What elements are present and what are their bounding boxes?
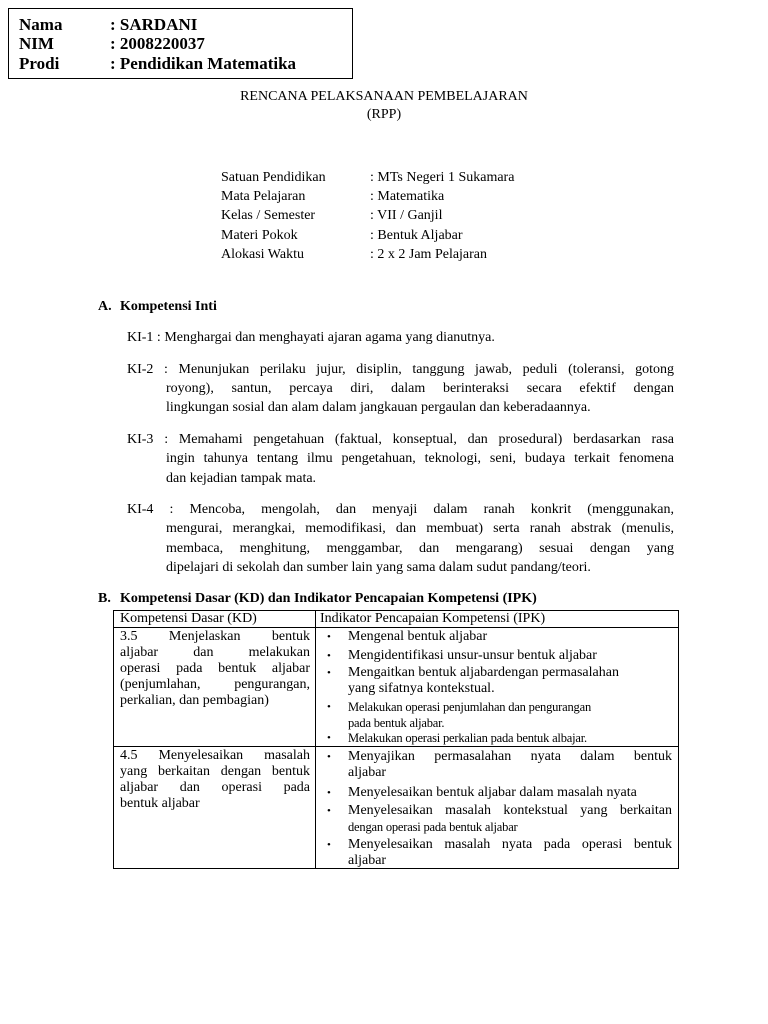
ipk-line: Melakukan operasi penjumlahan dan pengurangan [348,700,591,714]
ipk-line: Melakukan operasi perkalian pada bentuk albajar. [348,731,587,745]
ipk-line: pada bentuk aljabar. [348,716,445,730]
ki-line: mengurai, merangkai, memodifikasi, dan membuat) serta ranah abstrak (menulis, [166,521,674,536]
identity-value: : SARDANI [110,15,198,34]
table-header-kd: Kompetensi Dasar (KD) [120,611,257,626]
identity-key: Prodi [19,54,60,73]
table-row-1-kd [120,629,310,709]
ki-line: royong), santun, percaya diri, dalam berinteraksi secara efektif dengan [166,381,674,396]
ipk-line: aljabar [348,765,387,780]
ki-line: membaca, menghitung, menggambar, dan mengarang) sesuai dengan yang [166,541,674,556]
ki-line: KI-2 : Menunjukan perilaku jujur, disiplin, tanggung jawab, peduli (toleransi, gotong [127,362,674,377]
meta-row [221,169,515,187]
bullet-icon: • [327,787,331,799]
ki-line: lingkungan sosial dan alam dalam jangkauan pergaulan dan keberadaannya. [166,400,591,415]
ipk-line: Menyelesaikan masalah kontekstual yang berkaitan [348,803,672,818]
section-b-heading [98,590,537,607]
identity-key: Nama [19,15,63,34]
identity-value: : 2008220037 [110,34,205,53]
kd-ipk-table [113,610,679,869]
section-title: Kompetensi Inti [120,299,217,314]
table-column-divider [315,611,316,868]
meta-row [221,246,488,264]
table-row-2-kd [120,748,310,812]
bullet-icon: • [327,751,331,763]
ki-line: dipelajari di sekolah dan sumber lain yang sama dalam sudut pandang/teori. [166,560,591,575]
kd-line: bentuk aljabar [120,796,200,811]
bullet-icon: • [327,839,331,851]
section-letter: A. [98,299,112,314]
table-header-ipk: Indikator Pencapaian Kompetensi (IPK) [320,611,546,626]
identity-value: : Pendidikan Matematika [110,54,297,73]
meta-label: Materi Pokok [221,228,298,243]
meta-label: Mata Pelajaran [221,189,306,204]
ipk-line: Mengidentifikasi unsur-unsur bentuk aljabar [348,648,597,663]
meta-label: Kelas / Semester [221,208,316,223]
ipk-line: Mengenal bentuk aljabar [348,629,488,644]
ipk-line: aljabar [348,853,387,868]
kd-line: perkalian, dan pembagian) [120,693,269,708]
kd-line: yang berkaitan dengan bentuk [120,764,310,779]
kd-line: operasi pada bentuk aljabar [120,661,310,676]
ipk-line: yang sifatnya kontekstual. [348,681,495,696]
table-row-divider [114,746,678,747]
meta-value: : 2 x 2 Jam Pelajaran [370,247,488,262]
meta-row [221,207,443,225]
meta-value: : VII / Ganjil [370,208,443,223]
meta-value: : Bentuk Aljabar [370,228,463,243]
ki-line: ingin tahunya tentang ilmu pengetahuan, teknologi, seni, budaya terkait fenomena [166,451,674,466]
kd-line: aljabar dan operasi pada [120,780,310,795]
bullet-icon: • [327,667,331,679]
ki-line: KI-4 : Mencoba, mengolah, dan menyaji dalam ranah konkrit (menggunakan, [127,502,674,517]
bullet-icon: • [327,701,331,713]
meta-label: Satuan Pendidikan [221,170,326,185]
section-letter: B. [98,591,111,606]
bullet-icon: • [327,631,331,643]
section-a-heading [98,298,217,315]
kd-line: (penjumlahan, pengurangan, [120,677,310,692]
ipk-line: Menyelesaikan masalah nyata pada operasi bentuk [348,837,672,852]
document-subtitle: (RPP) [366,107,402,122]
identity-box [8,8,353,79]
kd-line: 4.5 Menyelesaikan masalah [120,748,310,763]
meta-row [221,188,445,206]
identity-key: NIM [19,34,54,53]
ipk-line: dengan operasi pada bentuk aljabar [348,820,518,834]
bullet-icon: • [327,732,331,744]
ipk-line: Menyajikan permasalahan nyata dalam bentuk [348,749,672,764]
bullet-icon: • [327,650,331,662]
meta-row [221,227,463,245]
document-title: RENCANA PELAKSANAAN PEMBELAJARAN [240,89,528,104]
ki-line: dan kejadian tampak mata. [166,471,317,486]
table-header-divider [114,627,678,628]
ipk-line: Menyelesaikan bentuk aljabar dalam masalah nyata [348,785,637,800]
ipk-line: Mengaitkan bentuk aljabardengan permasalahan [348,665,619,680]
section-title: Kompetensi Dasar (KD) dan Indikator Pencapaian Kompetensi (IPK) [120,591,537,606]
ki-line: KI-3 : Memahami pengetahuan (faktual, konseptual, dan prosedural) berdasarkan rasa [127,432,674,447]
meta-label: Alokasi Waktu [221,247,304,262]
kd-line: 3.5 Menjelaskan bentuk [120,629,310,644]
kd-line: aljabar dan melakukan [120,645,310,660]
bullet-icon: • [327,805,331,817]
meta-value: : MTs Negeri 1 Sukamara [370,170,515,185]
ki-line: KI-1 : Menghargai dan menghayati ajaran agama yang dianutnya. [127,330,495,345]
meta-value: : Matematika [370,189,445,204]
